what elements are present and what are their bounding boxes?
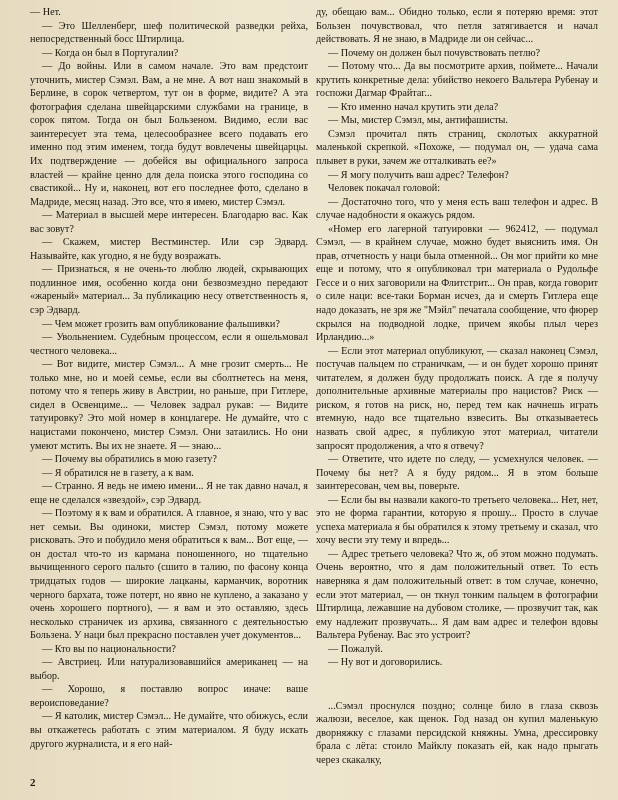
paragraph: — Поэтому я к вам и обратился. А главное, я знаю, что у вас нет семьи. Вы одиноки, мистер Сэмэл, потому можете рисковать. Это и побудило меня обратиться к вам... Вот еще, — он достал что-то из кармана поношенного, но тщательно вычищенного серого пальто (сшито в талию, по фасону конца тридцатых годов — широкие лацканы, карманчик, воротник черного бархата, тоже потерт, но явно не куплено, а заказано у очень хорошего портного), — я вам и это оставляю, здесь несколько страничек из архива, связанного с деятельностью Бользена. У наци был прекрасно поставлен учет документов...	[30, 508, 308, 642]
paragraph: — Почему вы обратились в мою газету?	[42, 454, 217, 466]
paragraph: — Я обратился не в газету, а к вам.	[42, 467, 194, 479]
paragraph: — Хорошо, я поставлю вопрос иначе: ваше вероисповедание?	[30, 684, 308, 709]
paragraph: — Чем может грозить вам опубликование фальшивки?	[42, 318, 280, 330]
paragraph: — Кто вы по национальности?	[42, 643, 176, 655]
paragraph: Сэмэл прочитал пять страниц, сколотых аккуратной маленькой скрепкой. «Похоже, — подумал он, — удача сама плывет в руки, зачем же отталкивать ее?»	[316, 128, 598, 168]
paragraph: «Номер его лагерной татуировки — 962412, — подумал Сэмэл, — в крайнем случае, можно будет выяснить имя. Он прав, отчетность у наци была отменной... Он мог прийти ко мне еще и потому, что я опубликовал три материала о Рудольфе Гессе и о них заговорили на Флитстрит... Он прав, когда говорит о силе наци: все-таки Борман исчез, да и смерть Гитлера еще надо доказать, не зря же "Мэйл" печатала сообщение, что фюрер скрылся на подводной лодке, причем якобы плыл через Ирландию...»	[316, 223, 598, 344]
left-text-column	[30, 6, 308, 776]
paragraph: — Нет.	[30, 7, 61, 18]
paragraph: — Почему он должен был почувствовать петлю?	[328, 47, 541, 59]
paragraph: — Кто именно начал крутить эти дела?	[328, 101, 499, 113]
paragraph: — Пожалуй.	[328, 643, 383, 655]
paragraph: — Австриец. Или натурализовавшийся американец — на выбор.	[30, 657, 308, 682]
paragraph: ду, обещаю вам... Обидно только, если я потеряю время: этот Бользен почувствовал, что петля затягивается и начал действовать. Я не знаю, в Мадриде ли он сейчас...	[316, 7, 598, 46]
page-number: 2	[30, 777, 36, 789]
right-text-column	[316, 6, 598, 776]
paragraph: — Это Шелленберг, шеф политической разведки рейха, непосредственный босс Штирлица.	[30, 20, 308, 46]
paragraph: — Если этот материал опубликуют, — сказал наконец Сэмэл, постучав пальцем по страничкам, — и он будет хорошо принят читателем, я должен буду продолжать поиск. А где я получу дополнительные архивные материалы про нацистов? Риск — риском, я готов на риск, но, перед тем как начнешь играть втемную, надо все тщательно взвесить. Вы отказываетесь назвать свой адрес, я публикую этот материал, читатели запросят продолжения, а что я отвечу?	[316, 345, 598, 452]
paragraph: — Потому что... Да вы посмотрите архив, поймете... Начали крутить конкретные дела: убийство некоего Вальтера Рубенау и госпожи Дагмар Фрайтаг...	[316, 61, 598, 100]
paragraph: — Я могу получить ваш адрес? Телефон?	[328, 169, 509, 181]
paragraph: — Когда он был в Португалии?	[42, 47, 179, 59]
paragraph: — Мы, мистер Сэмэл, мы, антифашисты.	[328, 115, 508, 127]
paragraph: — Достаточно того, что у меня есть ваш телефон и адрес. В случае надобности я окажусь рядом.	[316, 196, 598, 222]
paragraph: — Ответите, что идете по следу, — усмехнулся человек. — Почему бы нет? А я буду рядом... Я в этом больше заинтересован, чем вы, поверьте.	[316, 454, 598, 493]
paragraph: — Материал в высшей мере интересен. Благодарю вас. Как вас зовут?	[30, 210, 308, 235]
paragraph: — Ну вот и договорились.	[328, 657, 443, 669]
paragraph: ...Сэмэл проснулся поздно; солнце било в глаза сквозь жалюзи, веселое, как щенок. Год назад он купил маленькую дворняжку с глазами персидской княжны. Умна, дрессировку брала с лёта: стоило Майклу показать ей, как надо прыгать через скакалку,	[316, 700, 598, 766]
paragraph: — Скажем, мистер Вестминстер. Или сэр Эдвард. Называйте, как угодно, я не буду возражать.	[30, 237, 308, 262]
paragraph: — До войны. Или в самом начале. Это вам предстоит уточнить, мистер Сэмэл. Вам, а не мне. А вот наш знакомый в Берлине, в сорок четвертом, тут он в форме, видите? А эта фотография сделана швейцарскими службами на границе, в сорок пятом. Тогда он был Бользеном. Видимо, если вас заинтересует эта тема, целесообразнее всего подавать его именно под этим именем, тогда будут вовлечены швейцарцы. Их подтверждение — добейся вы официального запроса властей — крайне ценно для дела поиска этого господина со свастикой... Ну и, наконец, вот его последнее фото, сделано в Мадриде, месяц назад. Это все, что я имею, мистер Сэмэл.	[30, 61, 308, 208]
paragraph: Человек покачал головой:	[328, 183, 441, 195]
paragraph: — Адрес третьего человека? Что ж, об этом можно подумать. Очень вероятно, что я дам положительный ответ. То есть наверняка я дам положительный ответ: в том случае, конечно, если этот материал, — он ткнул тонким пальцем в фотографии Штирлица, лежавшие на дубовом столике, — прозвучит так, как ему надлежит прозвучать... Я дам вам адрес и телефон вдовы Вальтера Рубенау. Вас это устроит?	[316, 548, 598, 642]
paragraph: — Вот видите, мистер Сэмэл... А мне грозит смерть... Не только мне, но и моей семье, если вы сболтнетесь на меня, потому что я теперь живу в Австрии, но раньше, при Гитлере, сидел в Освенциме... — Человек задрал рукав: — Видите татуировку? Это мой номер в концлагере. Не думайте, что с нацистами покончено, мистер Сэмэл. Они затаились. Но они умеют мстить. Вы их не знаете. Я — знаю...	[30, 359, 308, 452]
paragraph: — Признаться, я не очень-то люблю людей, скрывающих подлинное имя, особенно когда они безвозмездно передают «жареный» материал... За публикацию несу ответственность я, сэр Эдвард.	[30, 264, 308, 317]
paragraph: — Я католик, мистер Сэмэл... Не думайте, что обижусь, если вы откажетесь работать с этим материалом. Я буду искать другого журналиста, и я его най-	[30, 711, 308, 750]
paragraph: — Если бы вы назвали какого-то третьего человека... Нет, нет, это не форма гарантии, которую я прошу... Просто в случае успеха материала я бы обратился к этому третьему и сказал, что хочу вести эту тему и впредь...	[316, 494, 598, 547]
paragraph: — Увольнением. Судебным процессом, если я ошельмовал честного человека...	[30, 332, 308, 357]
paragraph: — Странно. Я ведь не имею имени... Я не так давно начал, я еще не сделался «звездой», сэр Эдвард.	[30, 481, 308, 506]
